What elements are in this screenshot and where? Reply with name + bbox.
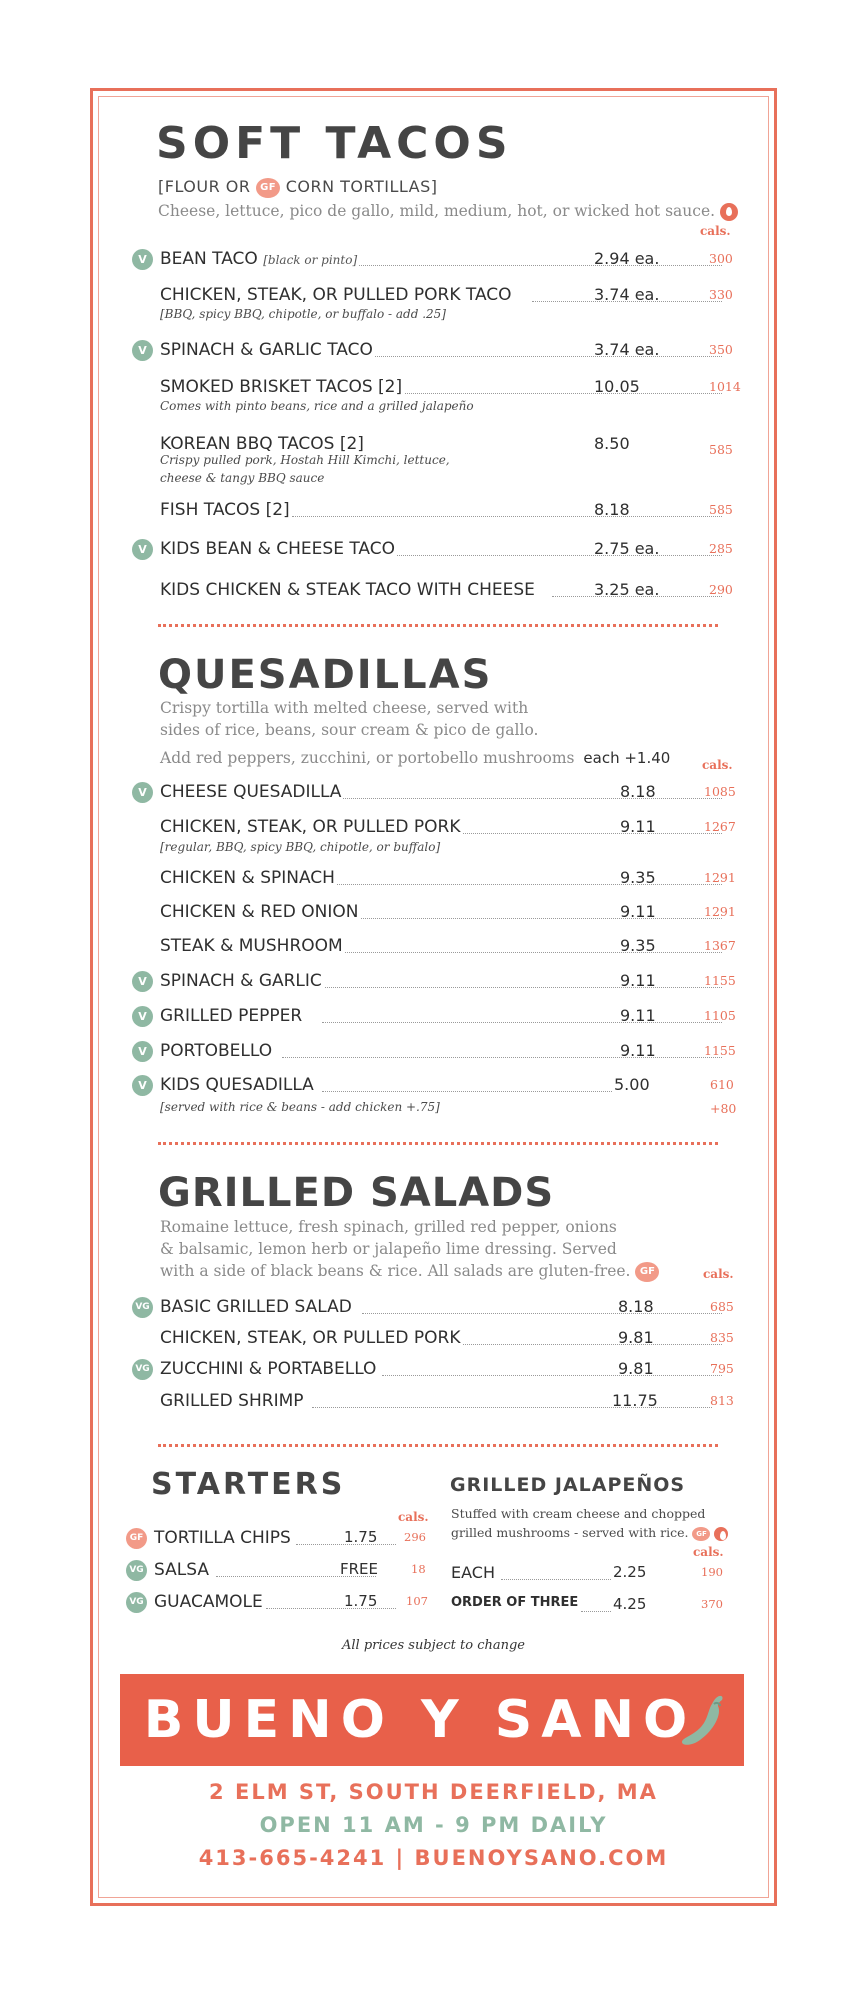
item-note: [BBQ, spicy BBQ, chipotle, or buffalo - add .25] bbox=[160, 307, 446, 321]
soft-tacos-description bbox=[158, 201, 738, 222]
item-name: CHICKEN, STEAK, OR PULLED PORK bbox=[160, 1328, 461, 1348]
menu-item-kids-quesadilla bbox=[132, 1075, 737, 1116]
menu-item-chicken-red-onion bbox=[132, 902, 736, 924]
dot-leader bbox=[362, 1313, 722, 1314]
section-divider bbox=[158, 1444, 718, 1447]
item-calories: 18 bbox=[411, 1562, 426, 1576]
jalapenos-description-line2-text: grilled mushrooms - served with rice. bbox=[451, 1525, 689, 1540]
item-price: 1.75 bbox=[344, 1528, 378, 1546]
item-name: KIDS QUESADILLA bbox=[160, 1075, 314, 1095]
gluten-free-badge: GF bbox=[126, 1528, 147, 1549]
item-name: CHEESE QUESADILLA bbox=[160, 782, 342, 802]
item-name: FISH TACOS [2] bbox=[160, 500, 290, 520]
vegetarian-badge: V bbox=[132, 782, 153, 803]
menu-item-salsa bbox=[126, 1560, 446, 1582]
tortilla-options-pre: [FLOUR OR bbox=[158, 177, 251, 196]
item-note: Comes with pinto beans, rice and a grilled jalapeño bbox=[160, 399, 474, 413]
item-name: PORTOBELLO bbox=[160, 1041, 273, 1061]
menu-item-zucchini-portabello bbox=[132, 1359, 732, 1381]
contact-info: 413-665-4241 | BUENOYSANO.COM bbox=[198, 1846, 669, 1870]
dot-leader bbox=[332, 884, 722, 885]
item-name: SALSA bbox=[154, 1560, 209, 1580]
item-name: SMOKED BRISKET TACOS [2] bbox=[160, 377, 403, 397]
vegan-badge: VG bbox=[132, 1297, 153, 1318]
item-calories: 795 bbox=[710, 1361, 734, 1376]
item-price: 11.75 bbox=[612, 1391, 658, 1410]
item-calories: 1267 bbox=[704, 819, 736, 834]
item-calories: 1291 bbox=[704, 904, 736, 919]
vegan-badge: VG bbox=[126, 1560, 147, 1581]
menu-item-guacamole bbox=[126, 1592, 446, 1614]
item-price: 1.75 bbox=[344, 1592, 378, 1610]
item-name: CHICKEN, STEAK, OR PULLED PORK bbox=[160, 817, 461, 837]
item-price: 4.25 bbox=[613, 1595, 647, 1613]
section-divider bbox=[158, 624, 718, 627]
jalapenos-description-line1: Stuffed with cream cheese and chopped bbox=[451, 1506, 706, 1521]
menu-item-chicken-steak-pork-quesadilla bbox=[132, 817, 736, 854]
brand-name: BUENO Y SANO bbox=[143, 1690, 697, 1750]
item-calories: 1291 bbox=[704, 870, 736, 885]
dot-leader bbox=[322, 987, 722, 988]
vegetarian-badge: V bbox=[132, 1041, 153, 1062]
item-calories: 107 bbox=[406, 1594, 428, 1608]
dot-leader bbox=[462, 1344, 722, 1345]
item-price: 9.35 bbox=[620, 936, 656, 955]
item-note: [served with rice & beans - add chicken +.75] bbox=[160, 1100, 440, 1114]
item-calories: 585 bbox=[709, 502, 733, 517]
item-name: ORDER OF THREE bbox=[451, 1595, 579, 1610]
item-price: 8.50 bbox=[594, 434, 630, 453]
menu-item-portobello bbox=[132, 1041, 736, 1063]
menu-item-grilled-shrimp bbox=[132, 1391, 732, 1413]
menu-item-steak-mushroom bbox=[132, 936, 736, 958]
dot-leader bbox=[322, 1022, 722, 1023]
section-title-quesadillas: QUESADILLAS bbox=[158, 652, 493, 698]
vegetarian-badge: V bbox=[132, 340, 153, 361]
soft-tacos-cals-header: cals. bbox=[700, 224, 731, 238]
item-price: 8.18 bbox=[620, 782, 656, 801]
quesadillas-cals-header: cals. bbox=[702, 758, 733, 772]
item-price: 3.74 ea. bbox=[594, 285, 660, 304]
gf-badge: GF bbox=[256, 178, 280, 198]
vegetarian-badge: V bbox=[132, 1075, 153, 1096]
item-calories: 350 bbox=[709, 342, 733, 357]
menu-item-kids-bean-cheese-taco bbox=[132, 539, 732, 561]
starters-cals-header: cals. bbox=[398, 1510, 429, 1524]
menu-item-chicken-steak-pork-salad bbox=[132, 1328, 732, 1350]
item-calories: 330 bbox=[709, 287, 733, 302]
pepper-icon bbox=[678, 1692, 726, 1748]
item-price: 3.74 ea. bbox=[594, 340, 660, 359]
item-price: 2.94 ea. bbox=[594, 249, 660, 268]
menu-item-tortilla-chips bbox=[126, 1528, 446, 1550]
dot-leader bbox=[332, 798, 722, 799]
item-calories: 1105 bbox=[704, 1008, 736, 1023]
gf-badge: GF bbox=[692, 1527, 710, 1541]
menu-item-jalapeno-order-of-three bbox=[451, 1595, 741, 1617]
item-calories: 1085 bbox=[704, 784, 736, 799]
item-note: Crispy pulled pork, Hostah Hill Kimchi, lettuce, bbox=[160, 453, 450, 467]
item-note: [regular, BBQ, spicy BBQ, chipotle, or buffalo] bbox=[160, 840, 441, 854]
item-name bbox=[160, 249, 359, 269]
item-price: 5.00 bbox=[614, 1075, 650, 1094]
hot-flame-icon bbox=[720, 203, 738, 221]
dot-leader bbox=[392, 393, 722, 394]
item-calories: 290 bbox=[709, 582, 733, 597]
item-name: BASIC GRILLED SALAD bbox=[160, 1297, 352, 1317]
menu-item-korean-bbq-tacos bbox=[132, 434, 733, 485]
vegetarian-badge: V bbox=[132, 1006, 153, 1027]
item-name: KIDS BEAN & CHEESE TACO bbox=[160, 539, 395, 559]
item-calories: 835 bbox=[710, 1330, 734, 1345]
item-name: STEAK & MUSHROOM bbox=[160, 936, 343, 956]
section-divider bbox=[158, 1142, 718, 1145]
item-calories: 285 bbox=[709, 541, 733, 556]
item-name: TORTILLA CHIPS bbox=[154, 1528, 291, 1548]
item-price: 9.11 bbox=[620, 902, 656, 921]
dot-leader bbox=[501, 1579, 611, 1580]
menu-item-kids-chicken-steak-taco bbox=[132, 580, 732, 602]
item-price: 9.81 bbox=[618, 1359, 654, 1378]
item-name: KIDS CHICKEN & STEAK TACO WITH CHEESE bbox=[160, 580, 535, 600]
brand-banner bbox=[120, 1674, 744, 1766]
item-note-calories: +80 bbox=[710, 1101, 737, 1116]
item-price: 10.05 bbox=[594, 377, 640, 396]
dot-leader bbox=[581, 1611, 611, 1612]
item-calories: 370 bbox=[701, 1597, 723, 1611]
menu-border-inner bbox=[98, 96, 769, 1898]
gf-badge: GF bbox=[635, 1262, 659, 1282]
dot-leader bbox=[282, 1057, 722, 1058]
dot-leader bbox=[342, 952, 722, 953]
menu-item-smoked-brisket-tacos bbox=[132, 377, 741, 413]
addons-text: Add red peppers, zucchini, or portobello mushrooms bbox=[160, 749, 575, 767]
item-name: SPINACH & GARLIC TACO bbox=[160, 340, 373, 360]
dot-leader bbox=[352, 918, 722, 919]
hours: OPEN 11 AM - 9 PM DAILY bbox=[259, 1813, 608, 1837]
menu-item-chicken-spinach bbox=[132, 868, 736, 890]
menu-item-jalapeno-each bbox=[451, 1563, 741, 1585]
menu-item-spinach-garlic-taco bbox=[132, 340, 732, 362]
item-calories: 585 bbox=[709, 442, 733, 457]
item-name: ZUCCHINI & PORTABELLO bbox=[160, 1359, 377, 1379]
item-name: KOREAN BBQ TACOS [2] bbox=[160, 434, 364, 454]
salads-description-line3-text: with a side of black beans & rice. All salads are gluten-free. bbox=[160, 1262, 631, 1280]
jalapenos-cals-header: cals. bbox=[693, 1545, 724, 1559]
menu-item-cheese-quesadilla bbox=[132, 782, 736, 804]
item-price: 2.75 ea. bbox=[594, 539, 660, 558]
item-name: GRILLED SHRIMP bbox=[160, 1391, 304, 1411]
menu-item-chicken-steak-pork-taco bbox=[132, 285, 733, 321]
vegetarian-badge: V bbox=[132, 249, 153, 270]
item-name: SPINACH & GARLIC bbox=[160, 971, 322, 991]
item-price: 9.35 bbox=[620, 868, 656, 887]
item-name: GUACAMOLE bbox=[154, 1592, 263, 1612]
price-disclaimer: All prices subject to change bbox=[341, 1638, 525, 1653]
salads-description-line3 bbox=[160, 1261, 659, 1282]
item-price: 8.18 bbox=[618, 1297, 654, 1316]
item-name: GRILLED PEPPER bbox=[160, 1006, 303, 1026]
salads-cals-header: cals. bbox=[703, 1267, 734, 1281]
item-price: 9.11 bbox=[620, 971, 656, 990]
dot-leader bbox=[292, 516, 722, 517]
section-title-grilled-salads: GRILLED SALADS bbox=[158, 1170, 555, 1216]
menu-item-bean-taco bbox=[132, 249, 732, 271]
item-calories: 1367 bbox=[704, 938, 736, 953]
dot-leader bbox=[462, 833, 722, 834]
item-price: 8.18 bbox=[594, 500, 630, 519]
menu-item-spinach-garlic-quesadilla bbox=[132, 971, 736, 993]
item-price: FREE bbox=[340, 1560, 379, 1578]
tortilla-options bbox=[158, 176, 438, 198]
item-price: 9.81 bbox=[618, 1328, 654, 1347]
item-name: EACH bbox=[451, 1563, 495, 1582]
salads-description-line2: & balsamic, lemon herb or jalapeño lime dressing. Served bbox=[160, 1240, 617, 1258]
item-calories: 1155 bbox=[704, 1043, 736, 1058]
addons-price: each +1.40 bbox=[583, 749, 671, 767]
item-calories: 685 bbox=[710, 1299, 734, 1314]
item-name: CHICKEN & SPINACH bbox=[160, 868, 335, 888]
item-calories: 1014 bbox=[709, 379, 741, 394]
soft-tacos-description-text: Cheese, lettuce, pico de gallo, mild, medium, hot, or wicked hot sauce. bbox=[158, 202, 716, 220]
vegetarian-badge: V bbox=[132, 539, 153, 560]
item-name-text: BEAN TACO bbox=[160, 249, 258, 269]
dot-leader bbox=[322, 1091, 612, 1092]
section-title-soft-tacos: SOFT TACOS bbox=[156, 118, 513, 169]
item-price: 9.11 bbox=[620, 1006, 656, 1025]
vegan-badge: VG bbox=[132, 1359, 153, 1380]
quesadillas-addons bbox=[160, 748, 670, 769]
item-note-line2: cheese & tangy BBQ sauce bbox=[160, 471, 325, 485]
item-name: CHICKEN, STEAK, OR PULLED PORK TACO bbox=[160, 285, 512, 305]
item-price: 3.25 ea. bbox=[594, 580, 660, 599]
section-title-starters: STARTERS bbox=[151, 1467, 346, 1502]
item-calories: 1155 bbox=[704, 973, 736, 988]
menu-item-grilled-pepper bbox=[132, 1006, 736, 1028]
dot-leader bbox=[352, 356, 722, 357]
item-calories: 300 bbox=[709, 251, 733, 266]
item-price: 9.11 bbox=[620, 1041, 656, 1060]
item-calories: 610 bbox=[710, 1077, 734, 1092]
item-detail: [black or pinto] bbox=[263, 253, 358, 267]
vegetarian-badge: V bbox=[132, 971, 153, 992]
dot-leader bbox=[382, 1375, 722, 1376]
section-title-grilled-jalapenos: GRILLED JALAPEÑOS bbox=[450, 1474, 686, 1496]
vegan-badge: VG bbox=[126, 1592, 147, 1613]
item-price: 2.25 bbox=[613, 1563, 647, 1581]
dot-leader bbox=[382, 555, 722, 556]
item-calories: 813 bbox=[710, 1393, 734, 1408]
item-calories: 296 bbox=[404, 1530, 426, 1544]
quesadillas-description-line2: sides of rice, beans, sour cream & pico de gallo. bbox=[160, 721, 539, 739]
quesadillas-description-line1: Crispy tortilla with melted cheese, served with bbox=[160, 699, 529, 717]
address: 2 ELM ST, SOUTH DEERFIELD, MA bbox=[209, 1780, 658, 1804]
item-calories: 190 bbox=[701, 1565, 723, 1579]
item-price: 9.11 bbox=[620, 817, 656, 836]
jalapenos-description-line2 bbox=[451, 1524, 728, 1541]
menu-item-fish-tacos bbox=[132, 500, 732, 522]
salads-description-line1: Romaine lettuce, fresh spinach, grilled red pepper, onions bbox=[160, 1218, 617, 1236]
menu-item-basic-grilled-salad bbox=[132, 1297, 732, 1319]
item-name: CHICKEN & RED ONION bbox=[160, 902, 359, 922]
hot-flame-icon bbox=[714, 1527, 728, 1541]
tortilla-options-post: CORN TORTILLAS] bbox=[285, 177, 438, 196]
